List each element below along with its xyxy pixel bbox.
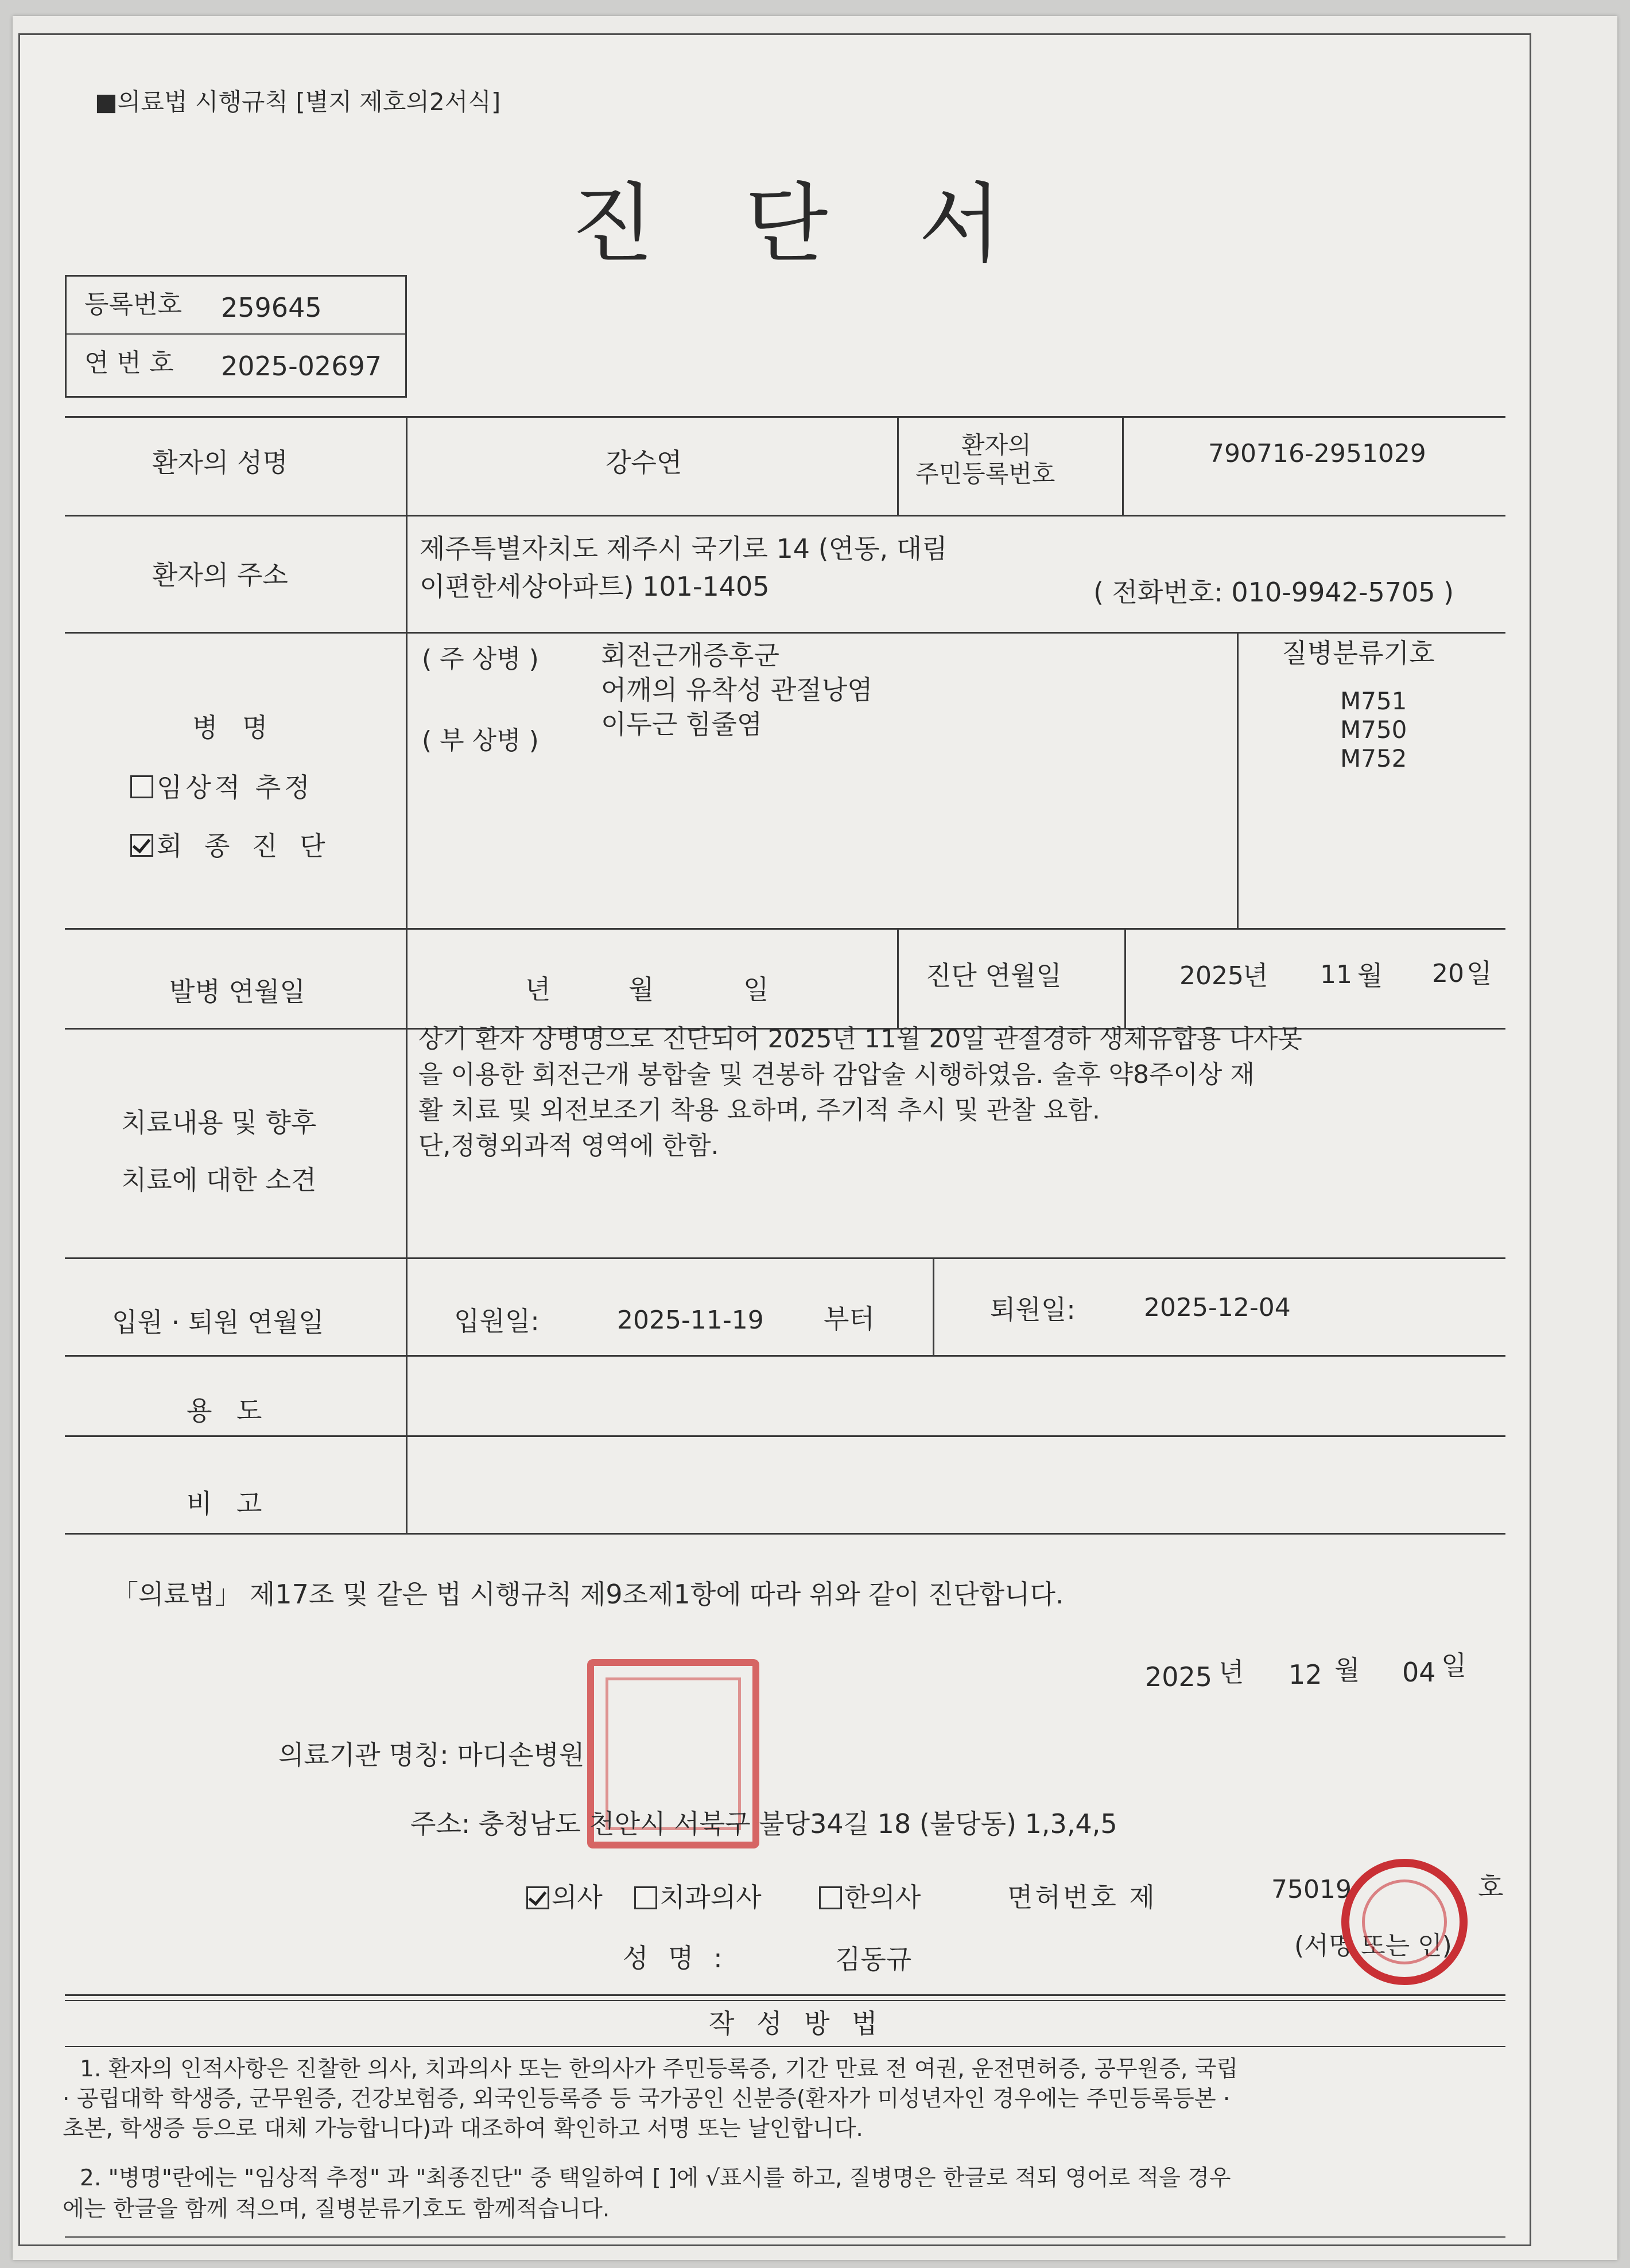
form-header: ■의료법 시행규칙 [별지 제호의2서식] bbox=[95, 88, 501, 116]
table-line bbox=[897, 416, 899, 515]
rrn-label-line1: 환자의 bbox=[961, 431, 1031, 459]
issue-month: 12 bbox=[1289, 1659, 1322, 1690]
instruction-2-line1: 2. "병명"란에는 "임상적 추정" 과 "최종진단" 중 택일하여 [ ]에 √표시를 하고, 질병명은 한글로 적되 영어로 적을 경우 bbox=[80, 2165, 1231, 2191]
patient-phone: ( 전화번호: 010-9942-5705 ) bbox=[1093, 577, 1454, 608]
primary-diagnosis-label: ( 주 상병 ) bbox=[422, 644, 539, 674]
divider bbox=[65, 1994, 1505, 1996]
divider bbox=[65, 333, 405, 335]
diagnosis-name-2: 어깨의 유착성 관절낭염 bbox=[601, 674, 873, 705]
dentist-checkbox[interactable] bbox=[634, 1886, 657, 1909]
admission-in-label: 입원일: bbox=[454, 1306, 540, 1337]
table-line bbox=[1124, 928, 1126, 1028]
disease-code-header: 질병분류기호 bbox=[1282, 638, 1435, 669]
license-suffix: 호 bbox=[1478, 1871, 1504, 1902]
doctor-seal-inner bbox=[1362, 1879, 1447, 1964]
patient-address-label: 환자의 주소 bbox=[152, 560, 288, 591]
opinion-line-4: 단,정형외과적 영역에 한함. bbox=[418, 1131, 719, 1160]
institution-address: 주소: 충청남도 천안시 서북구 불당34길 18 (불당동) 1,3,4,5 bbox=[410, 1808, 1117, 1839]
rrn-label-line2: 주민등록번호 bbox=[915, 460, 1055, 488]
admission-out-value: 2025-12-04 bbox=[1144, 1293, 1291, 1322]
issue-year-unit: 년 bbox=[1218, 1657, 1244, 1688]
label-column-line bbox=[406, 416, 408, 1533]
issue-day-unit: 일 bbox=[1441, 1650, 1467, 1681]
table-line bbox=[1122, 416, 1124, 515]
opinion-line-3: 활 치료 및 외전보조기 착용 요하며, 주기적 추시 및 관찰 요함. bbox=[418, 1096, 1100, 1125]
final-diagnosis-label: 회 종 진 단 bbox=[157, 830, 332, 861]
registration-number-label: 등록번호 bbox=[84, 290, 183, 319]
diagnosis-name-1: 회전근개증후군 bbox=[601, 640, 780, 671]
admission-out-label: 퇴원일: bbox=[990, 1294, 1076, 1325]
signature-label: (서명 또는 인) bbox=[1294, 1931, 1452, 1960]
table-line bbox=[65, 1257, 1505, 1259]
diagnosis-month-unit: 월 bbox=[1357, 960, 1383, 991]
divider bbox=[65, 2236, 1505, 2238]
document-title: 진 단 서 bbox=[571, 174, 1008, 274]
table-line bbox=[1237, 632, 1239, 928]
clinical-estimate-label: 임상적 추정 bbox=[157, 772, 313, 803]
onset-date-label: 발병 연월일 bbox=[169, 976, 305, 1007]
hospital-seal-inner bbox=[606, 1677, 741, 1830]
license-label: 면허번호 제 bbox=[1007, 1882, 1157, 1913]
doctor-seal bbox=[1341, 1859, 1468, 1985]
diagnosis-label: 병 명 bbox=[192, 712, 276, 743]
license-number: 75019 bbox=[1271, 1875, 1352, 1904]
registration-number-value: 259645 bbox=[221, 292, 322, 323]
onset-month-unit: 월 bbox=[628, 974, 654, 1005]
opinion-label-line2: 치료에 대한 소견 bbox=[121, 1164, 317, 1195]
onset-year-unit: 년 bbox=[525, 974, 551, 1005]
patient-address-line2: 이편한세상아파트) 101-1405 bbox=[420, 571, 770, 602]
instruction-1-line1: 1. 환자의 인적사항은 진찰한 의사, 치과의사 또는 한의사가 주민등록증, 기간 만료 전 여권, 운전면허증, 공무원증, 국립 bbox=[80, 2056, 1239, 2082]
final-diagnosis-checkbox[interactable] bbox=[130, 834, 153, 857]
table-line bbox=[65, 1533, 1505, 1535]
table-line bbox=[65, 416, 1505, 418]
serial-number-value: 2025-02697 bbox=[221, 351, 382, 382]
usage-label: 용 도 bbox=[187, 1395, 270, 1426]
table-line bbox=[65, 515, 1505, 516]
doctor-name-label: 성 명 : bbox=[623, 1943, 728, 1974]
table-line bbox=[65, 1355, 1505, 1357]
instruction-1-line3: 초본, 학생증 등으로 대체 가능합니다)과 대조하여 확인하고 서명 또는 날인합니다. bbox=[63, 2116, 863, 2142]
form-frame bbox=[18, 33, 1531, 2246]
physician-checkbox[interactable] bbox=[526, 1886, 549, 1909]
table-line bbox=[897, 928, 899, 1028]
disease-code-1: M751 bbox=[1340, 687, 1407, 715]
oriental-doctor-label: 한의사 bbox=[844, 1882, 921, 1913]
admission-label: 입원 · 퇴원 연월일 bbox=[112, 1307, 324, 1338]
clinical-estimate-checkbox[interactable] bbox=[130, 775, 153, 798]
diagnosis-month: 11 bbox=[1320, 960, 1352, 989]
oriental-doctor-checkbox[interactable] bbox=[819, 1886, 842, 1909]
patient-name-label: 환자의 성명 bbox=[152, 447, 288, 478]
opinion-label-line1: 치료내용 및 향후 bbox=[121, 1107, 317, 1138]
admission-from: 부터 bbox=[824, 1303, 875, 1334]
patient-name-value: 강수연 bbox=[606, 447, 682, 478]
table-line bbox=[65, 632, 1505, 634]
diagnosis-year: 2025 bbox=[1179, 961, 1244, 991]
secondary-diagnosis-label: ( 부 상병 ) bbox=[422, 726, 539, 755]
statement: 「의료법」 제17조 및 같은 법 시행규칙 제9조제1항에 따라 위와 같이 진단합니다. bbox=[112, 1579, 1064, 1610]
opinion-line-2: 을 이용한 회전근개 봉합술 및 견봉하 감압술 시행하였음. 술후 약8주이상 재 bbox=[418, 1060, 1255, 1089]
instruction-2-line2: 에는 한글을 함께 적으며, 질병분류기호도 함께적습니다. bbox=[63, 2196, 610, 2222]
doctor-name-value: 김동규 bbox=[835, 1944, 912, 1975]
patient-address-line1: 제주특별자치도 제주시 국기로 14 (연동, 대림 bbox=[420, 533, 948, 564]
disease-code-3: M752 bbox=[1340, 744, 1407, 772]
table-line bbox=[65, 928, 1505, 930]
issue-year: 2025 bbox=[1145, 1661, 1213, 1692]
onset-day-unit: 일 bbox=[743, 974, 769, 1005]
issue-month-unit: 월 bbox=[1334, 1655, 1360, 1686]
instruction-1-line2: · 공립대학 학생증, 군무원증, 건강보험증, 외국인등록증 등 국가공인 신분증(환자가 미성년자인 경우에는 주민등록등본 · bbox=[63, 2086, 1231, 2112]
rrn-value: 790716-2951029 bbox=[1208, 439, 1426, 468]
admission-in-value: 2025-11-19 bbox=[617, 1306, 764, 1335]
dentist-label: 치과의사 bbox=[659, 1882, 762, 1913]
physician-label: 의사 bbox=[552, 1882, 603, 1913]
serial-number-label: 연 번 호 bbox=[84, 348, 174, 378]
opinion-line-1: 상기 환자 상병명으로 진단되어 2025년 11월 20일 관절경하 생체유합용 나사못 bbox=[418, 1024, 1302, 1054]
divider bbox=[65, 2000, 1505, 2001]
divider bbox=[65, 2046, 1505, 2047]
remarks-label: 비 고 bbox=[187, 1488, 270, 1519]
document-paper bbox=[13, 16, 1617, 2260]
diagnosis-name-3: 이두근 힘줄염 bbox=[601, 709, 763, 740]
institution-name: 의료기관 명칭: 마디손병원 bbox=[278, 1739, 585, 1770]
diagnosis-day-unit: 일 bbox=[1466, 958, 1492, 989]
diagnosis-date-label: 진단 연월일 bbox=[926, 960, 1062, 991]
instructions-title: 작 성 방 법 bbox=[709, 2008, 884, 2039]
table-line bbox=[65, 1435, 1505, 1437]
diagnosis-day: 20 bbox=[1432, 959, 1464, 988]
diagnosis-year-unit: 년 bbox=[1243, 960, 1268, 991]
table-line bbox=[933, 1257, 934, 1355]
disease-code-2: M750 bbox=[1340, 716, 1407, 744]
issue-day: 04 bbox=[1402, 1657, 1436, 1688]
